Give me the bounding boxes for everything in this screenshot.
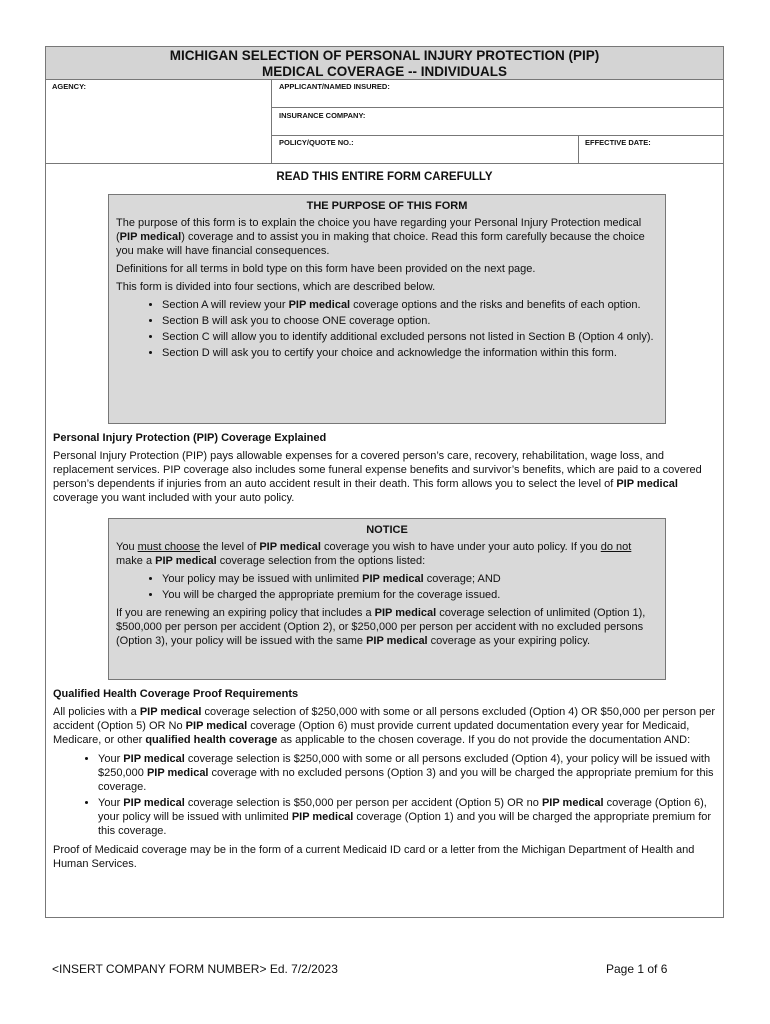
list-item: • Your PIP medical coverage selection is $250,000 with some or all persons excluded (Option 4), your policy will be issued with $250,000 PIP medical coverage with no excluded persons (Option 3) and you will be charged the appropriate premium for this coverage. [98,752,717,794]
list-item: • Section B will ask you to choose ONE coverage option. [162,314,658,328]
header-divider [271,80,272,163]
qualified-paragraph: All policies with a PIP medical coverage selection of $250,000 with some or all persons excluded (Option 4) OR $50,000 per person per accident (Option 5) OR No PIP medical coverage (Option 6) must provide current updated documentation every year for Medicaid, Medicare, or other qualified health coverage as applicable to the chosen coverage. If you do not provide the documentation AND: [53,706,716,746]
list-item: • You will be charged the appropriate premium for the coverage issued. [162,588,658,602]
sections-list [116,298,658,360]
notice-list [116,572,658,602]
notice-paragraph: You must choose the level of PIP medical coverage you wish to have under your auto policy. If you do not make a PIP medical coverage selection from the options listed: [116,541,632,567]
notice-box [108,518,666,680]
header-fields [46,80,723,164]
form-title [46,47,723,80]
form-title-line1: MICHIGAN SELECTION OF PERSONAL INJURY PROTECTION (PIP) [169,48,600,63]
list-item: • Section A will review your PIP medical coverage options and the risks and benefits of each option. [162,298,658,312]
renewal-paragraph: If you are renewing an expiring policy that includes a PIP medical coverage selection of unlimited (Option 1), $500,000 per person per accident (Option 2), or $250,000 per person per accident with no excluded persons (Option 3), your policy will be issued with the same PIP medical coverage as your expiring policy. [116,607,646,647]
sections-intro: This form is divided into four sections, which are described below. [116,281,436,293]
page-number: Page 1 of 6 [606,962,668,976]
section-heading: Personal Injury Protection (PIP) Coverage Explained [53,432,327,444]
qualified-health-section [53,687,717,876]
medicaid-proof-paragraph: Proof of Medicaid coverage may be in the form of a current Medicaid ID card or a letter from the Michigan Department of Health and Human Services. [53,844,695,870]
section-heading: Qualified Health Coverage Proof Requirements [53,688,299,700]
applicant-field-label: APPLICANT/NAMED INSURED: [279,82,390,91]
insurance-company-field-label: INSURANCE COMPANY: [279,111,366,120]
qualified-list [53,752,717,838]
definitions-paragraph: Definitions for all terms in bold type on this form have been provided on the next page. [116,263,536,275]
list-item: • Section C will allow you to identify additional excluded persons not listed in Section B (Option 4 only). [162,330,658,344]
purpose-box [108,194,666,424]
read-carefully-heading: READ THIS ENTIRE FORM CAREFULLY [276,171,493,183]
pip-explained-paragraph: Personal Injury Protection (PIP) pays allowable expenses for a covered person’s care, recovery, rehabilitation, wage loss, and replacement services. PIP coverage also includes some funeral expense benefits and survivor’s benefits, which are paid to a covered person’s dependents if injuries from an auto accident result in their death. This form allows you to select the level of PIP medical coverage you want included with your auto policy. [53,450,702,504]
agency-field-label: AGENCY: [52,82,87,91]
purpose-heading: THE PURPOSE OF THIS FORM [306,200,468,212]
pip-explained-section [53,431,717,510]
list-item: • Your PIP medical coverage selection is $50,000 per person per accident (Option 5) OR no PIP medical coverage (Option 6), your policy will be issued with unlimited PIP medical coverage (Option 1) and you will be charged the appropriate premium for this coverage. [98,796,717,838]
header-rule [271,107,723,108]
notice-heading: NOTICE [366,524,408,536]
list-item: • Your policy may be issued with unlimited PIP medical coverage; AND [162,572,658,586]
form-number: <INSERT COMPANY FORM NUMBER> Ed. 7/2/2023 [52,962,338,976]
policy-number-field-label: POLICY/QUOTE NO.: [279,138,354,147]
purpose-paragraph: The purpose of this form is to explain the choice you have regarding your Personal Injury Protection medical (PIP medical) coverage and to assist you in making that choice. Read this form carefully because the choice you make will have financial consequences. [116,217,645,257]
form-frame [45,46,724,918]
effective-date-field-label: EFFECTIVE DATE: [585,138,651,147]
header-divider [578,135,579,163]
header-rule [271,135,723,136]
list-item: • Section D will ask you to certify your choice and acknowledge the information within this form. [162,346,658,360]
form-title-line2: MEDICAL COVERAGE -- INDIVIDUALS [261,64,507,79]
